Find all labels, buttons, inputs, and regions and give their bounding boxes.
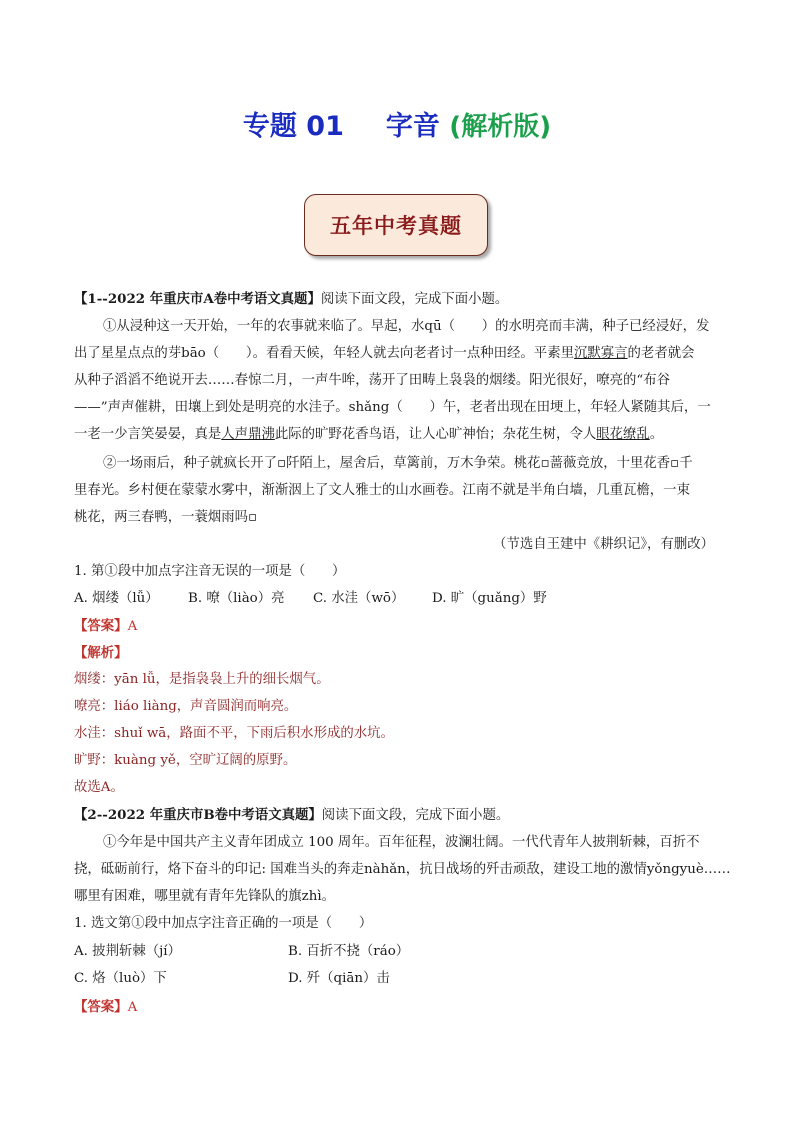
title-main: 专题 01 (242, 111, 344, 142)
q1-p1-line-5-tail: 。 (649, 427, 664, 442)
q1-p1-line-2-tail: 的老者就会 (627, 346, 695, 361)
q1-analysis-3: 水洼：shuǐ wā，路面不平，下雨后积水形成的水坑。 (74, 726, 394, 741)
q1-answer-line (74, 617, 137, 636)
q1-p2-line-1: ②一场雨后，种子就疯长开了▫阡陌上，屋舍后，草篱前，万木争荣。桃花▫蔷薇竞放，十里花香▫千 (103, 456, 693, 471)
q2-option-b: B. 百折不挠（ráo） (288, 944, 410, 959)
q1-conclusion: 故选A。 (74, 780, 124, 795)
q1-analysis-4: 旷野：kuàng yě，空旷辽阔的原野。 (74, 753, 297, 768)
title-paren-word: 解析版 (461, 112, 540, 142)
q1-p1-line-5-text: 一老一少言笑晏晏，真是 (74, 427, 222, 442)
q1-p1-line-5-mid: 此际的旷野花香鸟语，让人心旷神怡；杂花生树，令人 (274, 427, 597, 442)
q2-answer-label: 【答案】 (74, 999, 128, 1015)
q2-question: 1. 选文第①段中加点字注音正确的一项是（ ） (74, 916, 373, 931)
q1-question: 1. 第①段中加点字注音无误的一项是（ ） (74, 564, 346, 579)
title-paren-close: ) (539, 112, 552, 142)
page-title (0, 104, 794, 143)
q1-header-line (74, 290, 508, 309)
q1-underline-1: 沉默寡言 (573, 346, 628, 361)
q2-p1-line-2: 挠，砥砺前行，烙下奋斗的印记: 国难当头的奔走nàhǎn，抗日战场的歼击顽敌，建设工地的激情yǒngyuè…… (74, 862, 731, 877)
q1-p1-line-1: ①从浸种这一天开始，一年的农事就来临了。早起，水qū（ ）的水明亮而丰满，种子已经浸好，发 (103, 319, 710, 334)
q2-answer: A (127, 1000, 138, 1015)
q1-p1-line-2-text: 出了星星点点的芽bāo（ ）。看看天候，年轻人就去向老者讨一点种田经。平素里 (74, 346, 574, 361)
q2-header-line (74, 806, 509, 825)
q1-answer-label: 【答案】 (74, 618, 128, 634)
q1-p2-line-2: 里春光。乡村便在蒙蒙水雾中，渐渐洇上了文人雅士的山水画卷。江南不就是半角白墙，几重瓦檐，一束 (74, 483, 690, 498)
q1-source: （节选自王建中《耕织记》，有删改） (493, 537, 714, 552)
q1-header-tail: 阅读下面文段，完成下面小题。 (320, 292, 509, 307)
q1-underline-3: 眼花缭乱 (596, 427, 650, 442)
section-badge: 五年中考真题 (304, 194, 488, 256)
q1-p1-line-4: ——”声声催耕，田壤上到处是明亮的水洼子。shǎng（ ）午，老者出现在田埂上，年轻人紧随其后，一 (74, 400, 711, 415)
q1-option-a: A. 烟缕（lǚ） (74, 591, 159, 606)
q2-header: 【2--2022 年重庆市B卷中考语文真题】 (74, 807, 322, 823)
q1-option-d: D. 旷（guǎng）野 (432, 591, 547, 606)
q1-analysis-2: 嘹亮：liáo liàng，声音圆润而响亮。 (74, 699, 298, 714)
q1-p2-line-3: 桃花，两三春鸭，一蓑烟雨吗▫ (74, 510, 258, 525)
q2-option-a: A. 披荆斩棘（jí） (74, 944, 181, 959)
q2-answer-line (74, 998, 137, 1017)
title-sub: 字音 (385, 111, 440, 142)
q1-p1-line-3: 从种子滔滔不绝说开去……春惊二月，一声牛哞，荡开了田畴上袅袅的烟缕。阳光很好，嘹亮的“布谷 (74, 373, 671, 388)
q1-option-c: C. 水洼（wō） (313, 591, 405, 606)
q1-p1-line-5 (74, 426, 663, 444)
q1-p1-line-2 (74, 345, 695, 363)
title-paren-open: ( (449, 112, 462, 142)
q1-analysis-label: 【解析】 (74, 645, 128, 661)
q2-option-c: C. 烙（luò）下 (74, 971, 167, 986)
q1-analysis-1: 烟缕：yān lǚ，是指袅袅上升的细长烟气。 (74, 672, 330, 687)
q2-header-tail: 阅读下面文段，完成下面小题。 (321, 808, 510, 823)
q2-p1-line-3: 哪里有困难，哪里就有青年先锋队的旗zhì。 (74, 889, 335, 904)
q1-option-b: B. 嘹（liào）亮 (188, 591, 285, 606)
q1-answer: A (127, 619, 138, 634)
q2-p1-line-1: ①今年是中国共产主义青年团成立 100 周年。百年征程，波澜壮阔。一代代青年人披荆斩棘，百折不 (103, 835, 700, 850)
q2-option-d: D. 歼（qiān）击 (288, 971, 390, 986)
q1-header: 【1--2022 年重庆市A卷中考语文真题】 (74, 291, 321, 307)
q1-underline-2: 人声鼎沸 (221, 427, 275, 442)
